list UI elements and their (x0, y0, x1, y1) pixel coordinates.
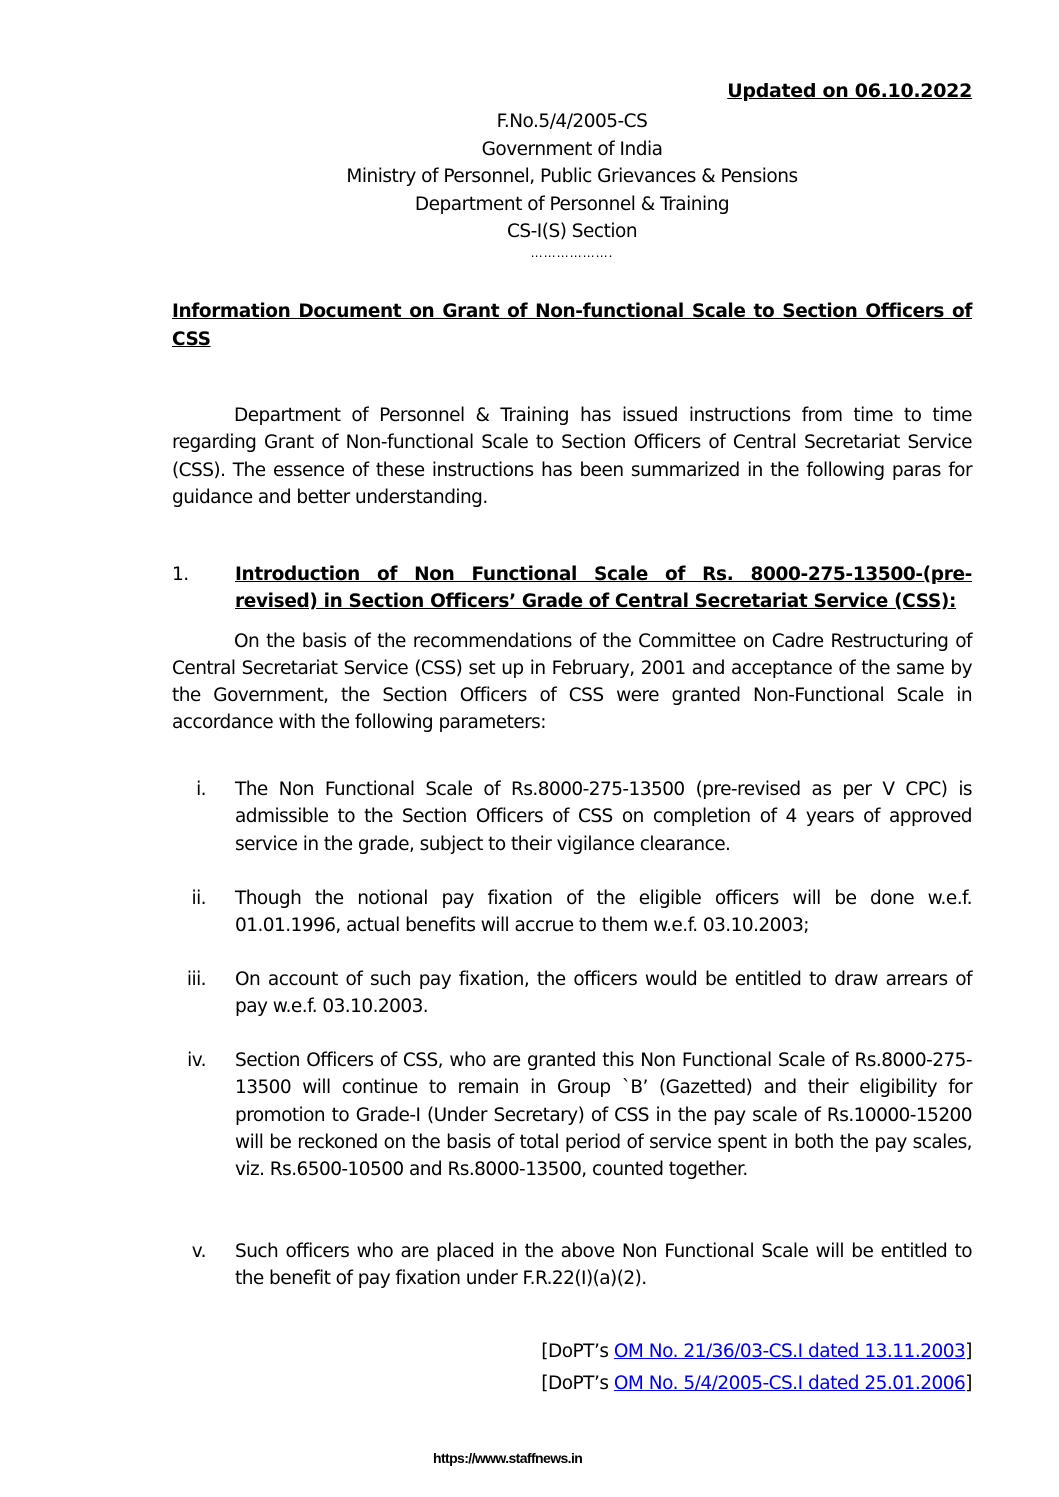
ministry-name: Ministry of Personnel, Public Grievances & Pensions (346, 166, 798, 187)
reference-line (412, 1370, 972, 1398)
reference-link-om-5-4-2005[interactable]: OM No. 5/4/2005-CS.I dated 25.01.2006 (613, 1373, 966, 1394)
reference-suffix: ] (965, 1341, 972, 1362)
updated-on-date: Updated on 06.10.2022 (727, 80, 972, 102)
list-marker: iv. (187, 1050, 206, 1071)
section-heading: Introduction of Non Functional Scale of Rs. 8000-275-13500-(pre-revised) in Section Officers’ Grade of Central Secretariat Service (CSS): (235, 564, 972, 613)
reference-prefix: [DoPT’s (541, 1341, 614, 1362)
list-item-text: Though the notional pay fixation of the eligible officers will be done w.e.f. 01.01.1996, actual benefits will accrue to them w.e.f. 03.10.2003; (235, 888, 972, 937)
list-item (172, 885, 972, 940)
reference-prefix: [DoPT’s (541, 1373, 614, 1394)
list-marker: iii. (186, 969, 206, 990)
letterhead (172, 108, 972, 264)
list-item-text: Section Officers of CSS, who are granted this Non Functional Scale of Rs.8000-275-13500 will continue to remain in Group `B’ (Gazetted) and their eligibility for promotion to Grade-I (Under Secretary) of CSS in the pay scale of Rs.10000-15200 will be reckoned on the basis of total period of service spent in both the pay scales, viz. Rs.6500-10500 and Rs.8000-13500, counted together. (235, 1050, 972, 1181)
department-name: Department of Personnel & Training (414, 193, 730, 215)
section-number: 1. (172, 564, 189, 585)
file-number: F.No.5/4/2005-CS (496, 111, 648, 132)
reference-link-om-21-36-03[interactable]: OM No. 21/36/03-CS.I dated 13.11.2003 (613, 1341, 966, 1362)
list-item (172, 1238, 972, 1293)
list-marker: v. (191, 1241, 206, 1262)
intro-paragraph: Department of Personnel & Training has issued instructions from time to time regarding Grant of Non-functional Scale to Section Officers of Central Secretariat Service (CSS). The essence of these instructions has been summarized in the following paras for guidance and better understanding. (172, 405, 972, 508)
document-title: Information Document on Grant of Non-functional Scale to Section Officers of CSS (172, 301, 972, 350)
reference-line (412, 1338, 972, 1366)
list-item-text: The Non Functional Scale of Rs.8000-275-13500 (pre-revised as per V CPC) is admissible to the Section Officers of CSS on completion of 4 years of approved service in the grade, subject to their vigilance clearance. (235, 779, 972, 855)
list-item-text: Such officers who are placed in the above Non Functional Scale will be entitled to the benefit of pay fixation under F.R.22(I)(a)(2). (235, 1241, 972, 1290)
references (412, 1338, 972, 1402)
section-paragraph: On the basis of the recommendations of the Committee on Cadre Restructuring of Central Secretariat Service (CSS) set up in February, 2001 and acceptance of the same by the Government, the Section Officers of CSS were granted Non-Functional Scale in accordance with the following parameters: (172, 630, 972, 734)
list-marker: i. (196, 779, 206, 800)
footer-url: https://www.staffnews.in (433, 1450, 583, 1466)
list-item-text: On account of such pay fixation, the officers would be entitled to draw arrears of pay w.e.f. 03.10.2003. (235, 969, 972, 1018)
list-item (172, 1047, 972, 1183)
section-name: CS-I(S) Section (506, 221, 638, 242)
government-name: Government of India (481, 138, 663, 160)
list-item (172, 966, 972, 1021)
separator-dots: ………………. (530, 245, 614, 260)
list-marker: ii. (191, 888, 206, 909)
reference-suffix: ] (965, 1373, 972, 1394)
list-item (172, 776, 972, 858)
section-1 (172, 561, 972, 737)
